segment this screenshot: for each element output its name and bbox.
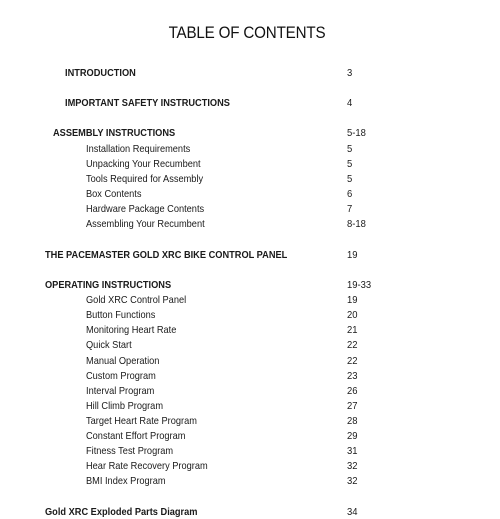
toc-subentry-page: 20: [347, 309, 358, 321]
toc-entry-page: 34: [347, 506, 358, 518]
toc-entry-safety[interactable]: [0, 96, 500, 110]
toc-subentry[interactable]: [0, 142, 500, 156]
toc-subentry[interactable]: [0, 187, 500, 201]
toc-subentry-page: 6: [347, 188, 353, 200]
toc-subentry-label: Hear Rate Recovery Program: [86, 460, 208, 472]
toc-entry-label: ASSEMBLY INSTRUCTIONS: [53, 127, 176, 139]
page-title: TABLE OF CONTENTS: [168, 24, 326, 42]
toc-subentry[interactable]: [0, 323, 500, 337]
toc-entry-operating[interactable]: [0, 278, 500, 292]
toc-subentry-label: Custom Program: [86, 370, 156, 382]
toc-subentry-page: 28: [347, 415, 358, 427]
toc-subentry-page: 22: [347, 339, 358, 351]
toc-subentry-page: 5: [347, 158, 353, 170]
toc-subentry-page: 22: [347, 355, 358, 367]
toc-subentry-page: 27: [347, 400, 358, 412]
toc-subentry-label: Manual Operation: [86, 355, 160, 367]
toc-subentry-label: Hardware Package Contents: [86, 203, 205, 215]
toc-entry-page: 19: [347, 249, 358, 261]
toc-subentry-label: Fitness Test Program: [86, 445, 174, 457]
toc-subentry-label: Interval Program: [86, 385, 155, 397]
toc-subentry-label: Gold XRC Control Panel: [86, 294, 187, 306]
toc-subentry[interactable]: [0, 172, 500, 186]
toc-subentry[interactable]: [0, 202, 500, 216]
toc-subentry-page: 32: [347, 475, 358, 487]
toc-subentry[interactable]: [0, 217, 500, 231]
toc-entry-page: 19-33: [347, 279, 372, 291]
toc-entry-control-panel[interactable]: [0, 248, 500, 262]
toc-subentry[interactable]: [0, 414, 500, 428]
toc-subentry-label: Hill Climb Program: [86, 400, 164, 412]
toc-entry-page: 4: [347, 97, 353, 109]
toc-subentry-page: 5: [347, 143, 353, 155]
toc-subentry-page: 23: [347, 370, 358, 382]
toc-subentry-label: Installation Requirements: [86, 143, 191, 155]
toc-subentry-label: Constant Effort Program: [86, 430, 186, 442]
toc-subentry-label: Assembling Your Recumbent: [86, 218, 205, 230]
toc-subentry-label: Monitoring Heart Rate: [86, 324, 177, 336]
toc-entry-assembly[interactable]: [0, 126, 500, 140]
toc-subentry[interactable]: [0, 399, 500, 413]
toc-subentry[interactable]: [0, 444, 500, 458]
toc-subentry-page: 21: [347, 324, 358, 336]
toc-subentry-label: Tools Required for Assembly: [86, 173, 204, 185]
toc-subentry-label: BMI Index Program: [86, 475, 166, 487]
toc-subentry[interactable]: [0, 459, 500, 473]
toc-entry-page: 3: [347, 67, 353, 79]
toc-subentry-label: Button Functions: [86, 309, 156, 321]
toc-subentry[interactable]: [0, 338, 500, 352]
toc-subentry[interactable]: [0, 429, 500, 443]
toc-subentry-page: 7: [347, 203, 353, 215]
toc-entry-label: Gold XRC Exploded Parts Diagram: [45, 506, 198, 518]
toc-subentry[interactable]: [0, 293, 500, 307]
toc-subentry-label: Unpacking Your Recumbent: [86, 158, 201, 170]
toc-entry-label: THE PACEMASTER GOLD XRC BIKE CONTROL PANEL: [45, 249, 288, 261]
toc-subentry[interactable]: [0, 369, 500, 383]
toc-entry-label: OPERATING INSTRUCTIONS: [45, 279, 172, 291]
toc-subentry-label: Target Heart Rate Program: [86, 415, 197, 427]
toc-subentry[interactable]: [0, 157, 500, 171]
toc-entry-introduction[interactable]: [0, 66, 500, 80]
toc-subentry-page: 32: [347, 460, 358, 472]
toc-subentry-label: Box Contents: [86, 188, 142, 200]
toc-subentry-page: 8-18: [347, 218, 366, 230]
toc-subentry-label: Quick Start: [86, 339, 132, 351]
toc-entry-parts-diagram[interactable]: [0, 505, 500, 519]
toc-subentry-page: 19: [347, 294, 358, 306]
toc-subentry[interactable]: [0, 308, 500, 322]
toc-entry-label: INTRODUCTION: [65, 67, 136, 79]
toc-subentry-page: 31: [347, 445, 358, 457]
toc-subentry[interactable]: [0, 474, 500, 488]
toc-entry-page: 5-18: [347, 127, 366, 139]
toc-subentry[interactable]: [0, 384, 500, 398]
toc-subentry[interactable]: [0, 354, 500, 368]
toc-subentry-page: 26: [347, 385, 358, 397]
toc-subentry-page: 29: [347, 430, 358, 442]
toc-subentry-page: 5: [347, 173, 353, 185]
toc-entry-label: IMPORTANT SAFETY INSTRUCTIONS: [65, 97, 230, 109]
